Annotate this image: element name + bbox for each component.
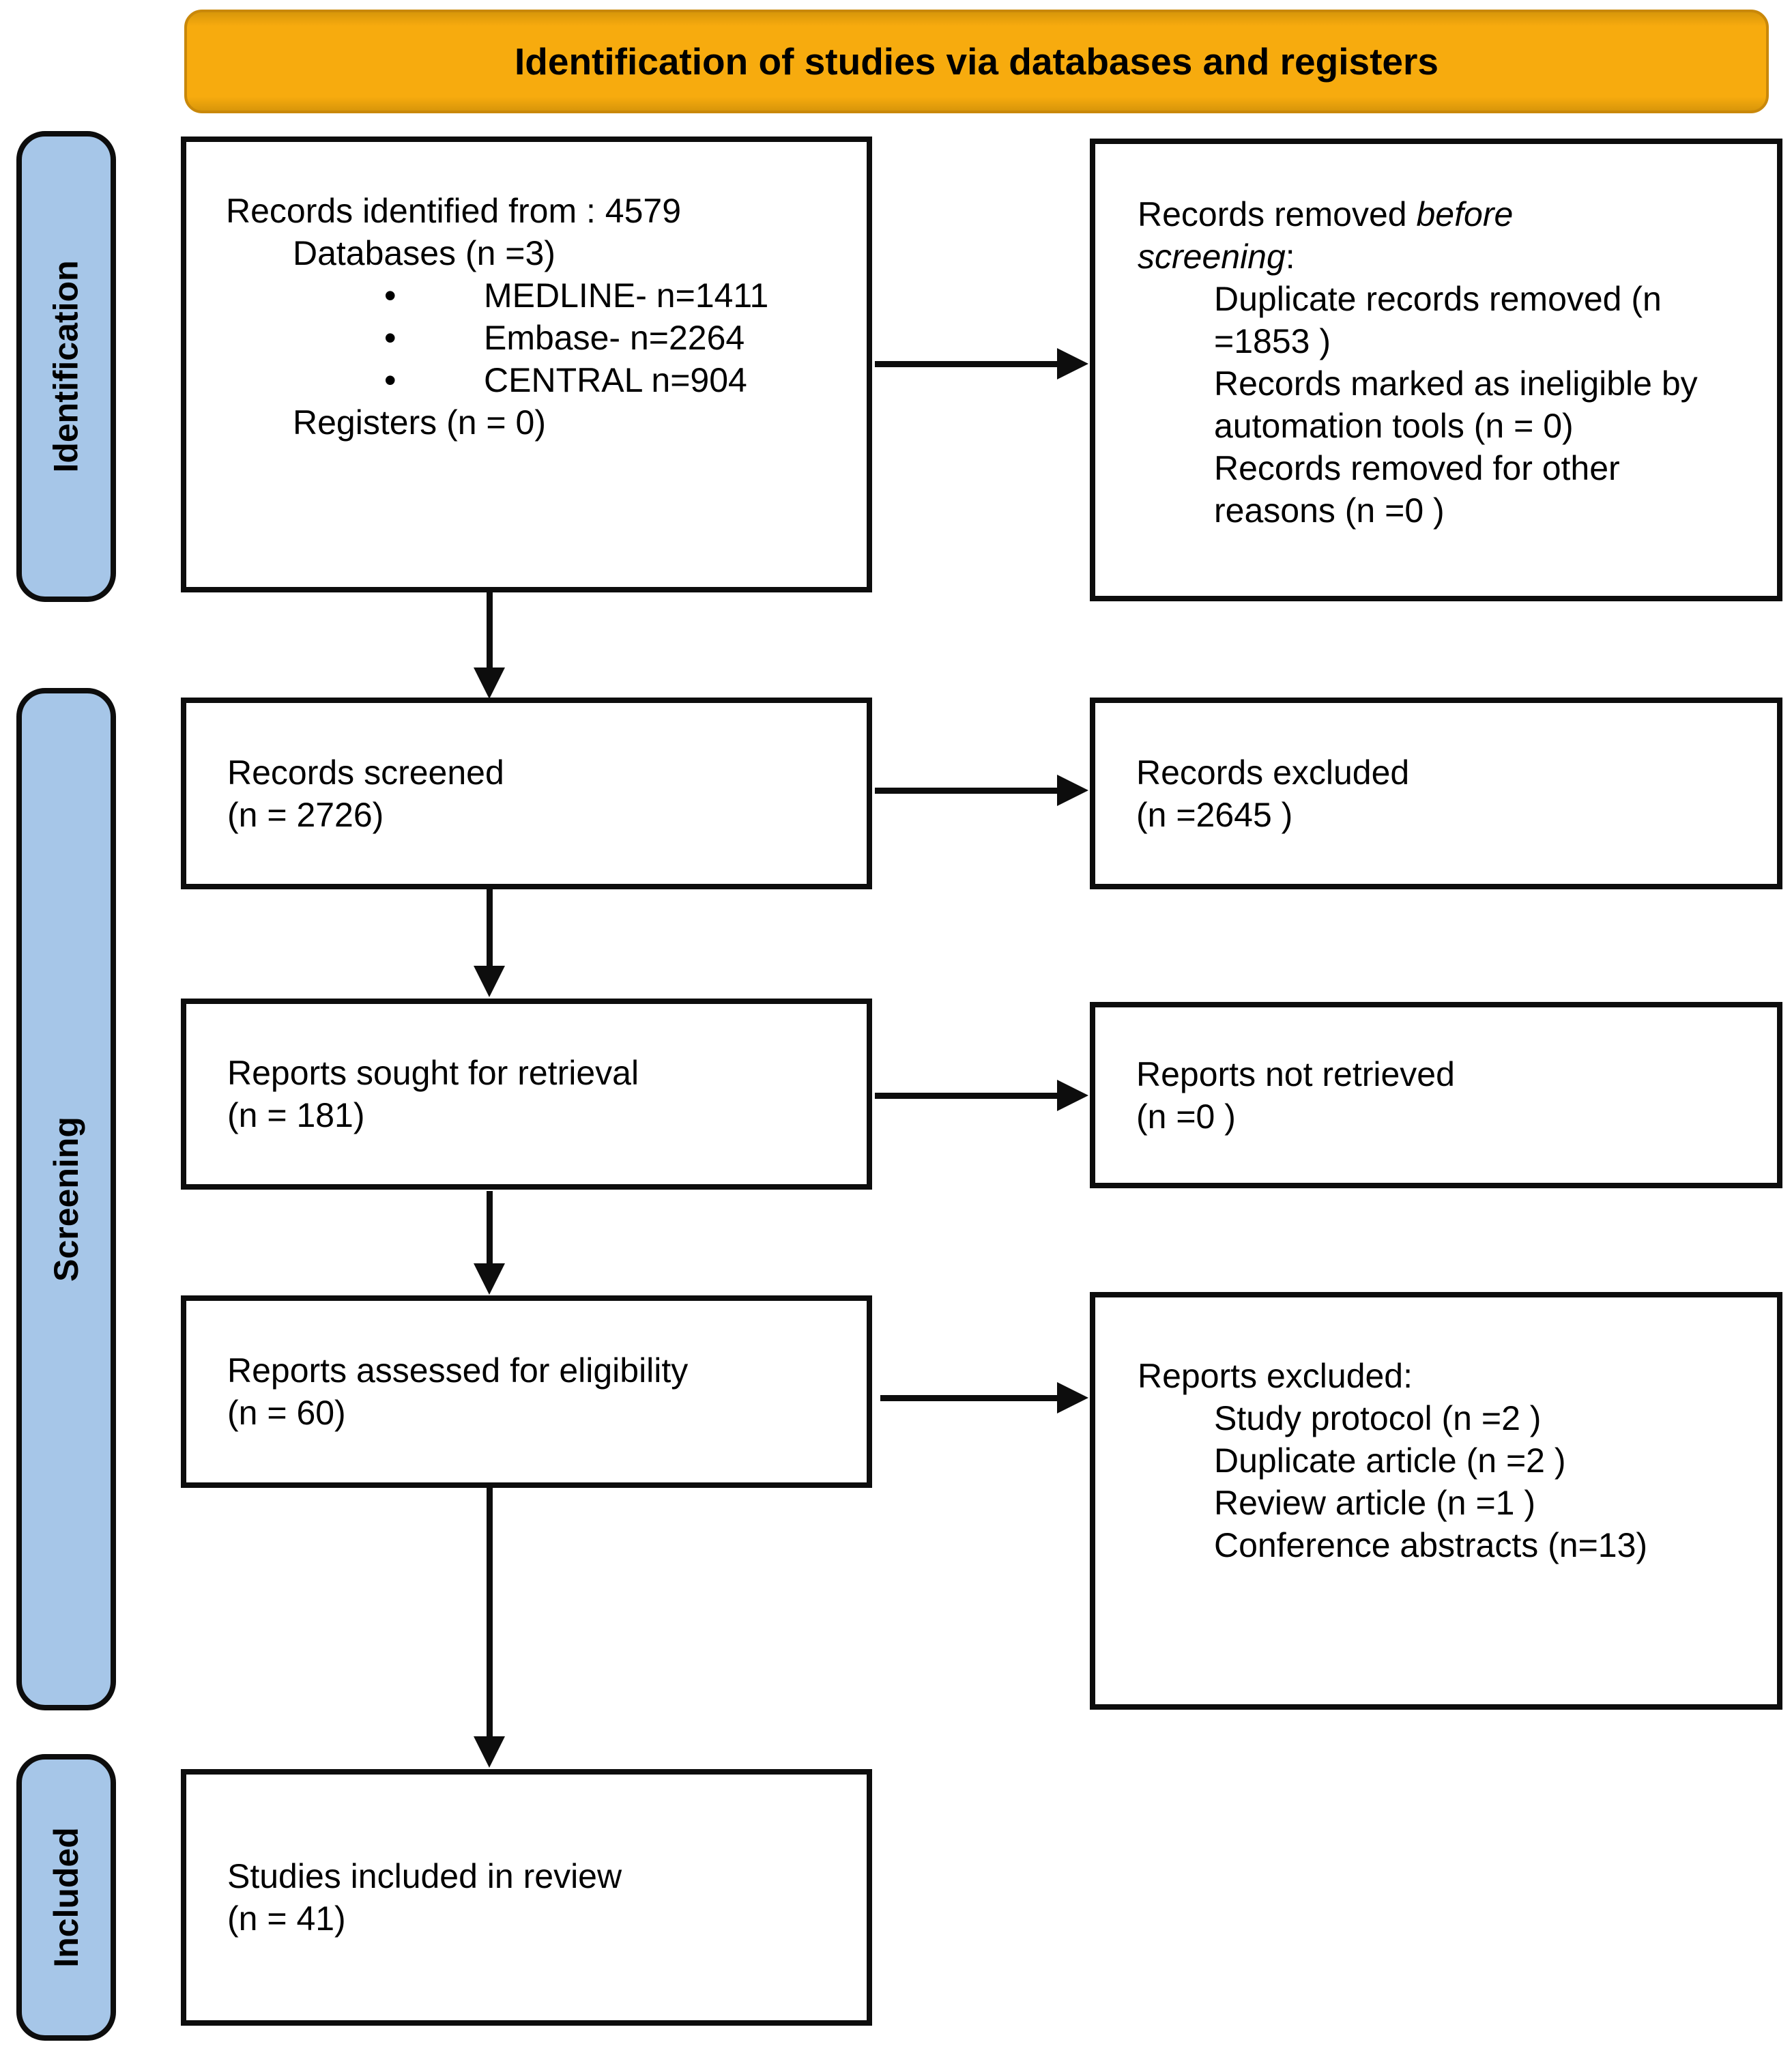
heading-italic-screening: screening [1138, 238, 1286, 276]
reports-sought-label: Reports sought for retrieval [227, 1054, 639, 1092]
arrow-shaft [880, 1395, 1057, 1401]
arrow-head-down-icon [474, 1736, 505, 1768]
records-excluded-count: (n =2645 ) [1136, 795, 1293, 834]
box-records-screened [181, 698, 872, 889]
arrow-screened-to-sought [474, 889, 505, 997]
box-records-removed [1090, 139, 1782, 601]
stage-bar-included [16, 1754, 116, 2041]
box-reports-excluded [1090, 1292, 1782, 1710]
removed-item-automation: Records marked as ineligible by automation tools (n = 0) [1214, 364, 1698, 445]
arrow-head-right-icon [1057, 1080, 1088, 1111]
reports-assessed-label: Reports assessed for eligibility [227, 1351, 689, 1390]
arrow-screened-to-excluded [875, 775, 1088, 806]
bullet-item-medline [226, 274, 839, 317]
records-identified-line: Records identified from : 4579 [226, 192, 682, 230]
box-reports-assessed [181, 1295, 872, 1488]
excluded-item-conference: Conference abstracts (n=13) [1214, 1526, 1648, 1564]
studies-included-label: Studies included in review [227, 1857, 622, 1895]
bullet-item-embase [226, 317, 839, 359]
box-reports-not-retrieved [1090, 1002, 1782, 1188]
arrow-identified-to-screened [474, 592, 505, 699]
arrow-shaft [487, 592, 493, 667]
arrow-shaft [487, 1488, 493, 1736]
box-studies-included [181, 1769, 872, 2026]
removed-item-duplicates: Duplicate records removed (n =1853 ) [1214, 280, 1662, 360]
arrow-assessed-to-reports-excluded [880, 1382, 1088, 1413]
arrow-head-down-icon [474, 1263, 505, 1295]
stage-label-screening: Screening [47, 1117, 85, 1282]
reports-not-retrieved-label: Reports not retrieved [1136, 1054, 1455, 1093]
reports-sought-count: (n = 181) [227, 1096, 365, 1134]
studies-included-count: (n = 41) [227, 1899, 346, 1938]
arrow-sought-to-not-retrieved [875, 1080, 1088, 1111]
reports-assessed-count: (n = 60) [227, 1394, 346, 1432]
records-excluded-label: Records excluded [1136, 753, 1410, 792]
heading-italic-before: before [1416, 195, 1514, 233]
arrow-head-down-icon [474, 966, 505, 997]
arrow-head-right-icon [1057, 1382, 1088, 1413]
bullet-text: Embase- n=2264 [484, 319, 745, 357]
reports-not-retrieved-count: (n =0 ) [1136, 1097, 1236, 1136]
excluded-item-duplicate: Duplicate article (n =2 ) [1214, 1441, 1566, 1480]
arrow-head-right-icon [1057, 348, 1088, 379]
databases-line: Databases (n =3) [293, 234, 555, 272]
bullet-text: CENTRAL n=904 [484, 361, 747, 399]
stage-label-identification: Identification [47, 260, 86, 473]
arrow-identified-to-removed [875, 348, 1088, 379]
reports-excluded-heading: Reports excluded: [1138, 1357, 1413, 1395]
excluded-item-review: Review article (n =1 ) [1214, 1484, 1535, 1522]
arrow-shaft [487, 1191, 493, 1263]
removed-item-other: Records removed for other reasons (n =0 ) [1214, 449, 1620, 530]
bullet-text: MEDLINE- n=1411 [484, 276, 769, 315]
records-screened-label: Records screened [227, 753, 504, 792]
bullet-item-central [226, 359, 839, 401]
arrow-assessed-to-included [474, 1488, 505, 1768]
arrow-sought-to-assessed [474, 1191, 505, 1295]
registers-line: Registers (n = 0) [293, 403, 546, 442]
arrow-shaft [875, 788, 1057, 794]
box-reports-sought [181, 999, 872, 1190]
records-screened-count: (n = 2726) [227, 795, 384, 834]
arrow-shaft [875, 361, 1057, 367]
heading-colon: : [1285, 238, 1295, 276]
stage-label-included: Included [47, 1827, 86, 1968]
title-banner [184, 10, 1769, 113]
stage-bar-identification [16, 131, 116, 602]
arrow-head-right-icon [1057, 775, 1088, 806]
box-records-identified [181, 137, 872, 592]
bullet-icon: • [384, 361, 396, 399]
bullet-icon: • [384, 276, 396, 315]
arrow-head-down-icon [474, 667, 505, 699]
bullet-icon: • [384, 319, 396, 357]
arrow-shaft [487, 889, 493, 966]
records-removed-heading [1138, 193, 1754, 278]
stage-bar-screening [16, 688, 116, 1710]
diagram-title: Identification of studies via databases and registers [515, 40, 1439, 83]
arrow-shaft [875, 1093, 1057, 1099]
box-records-excluded [1090, 698, 1782, 889]
excluded-item-protocol: Study protocol (n =2 ) [1214, 1399, 1542, 1437]
heading-normal: Records removed [1138, 195, 1417, 233]
